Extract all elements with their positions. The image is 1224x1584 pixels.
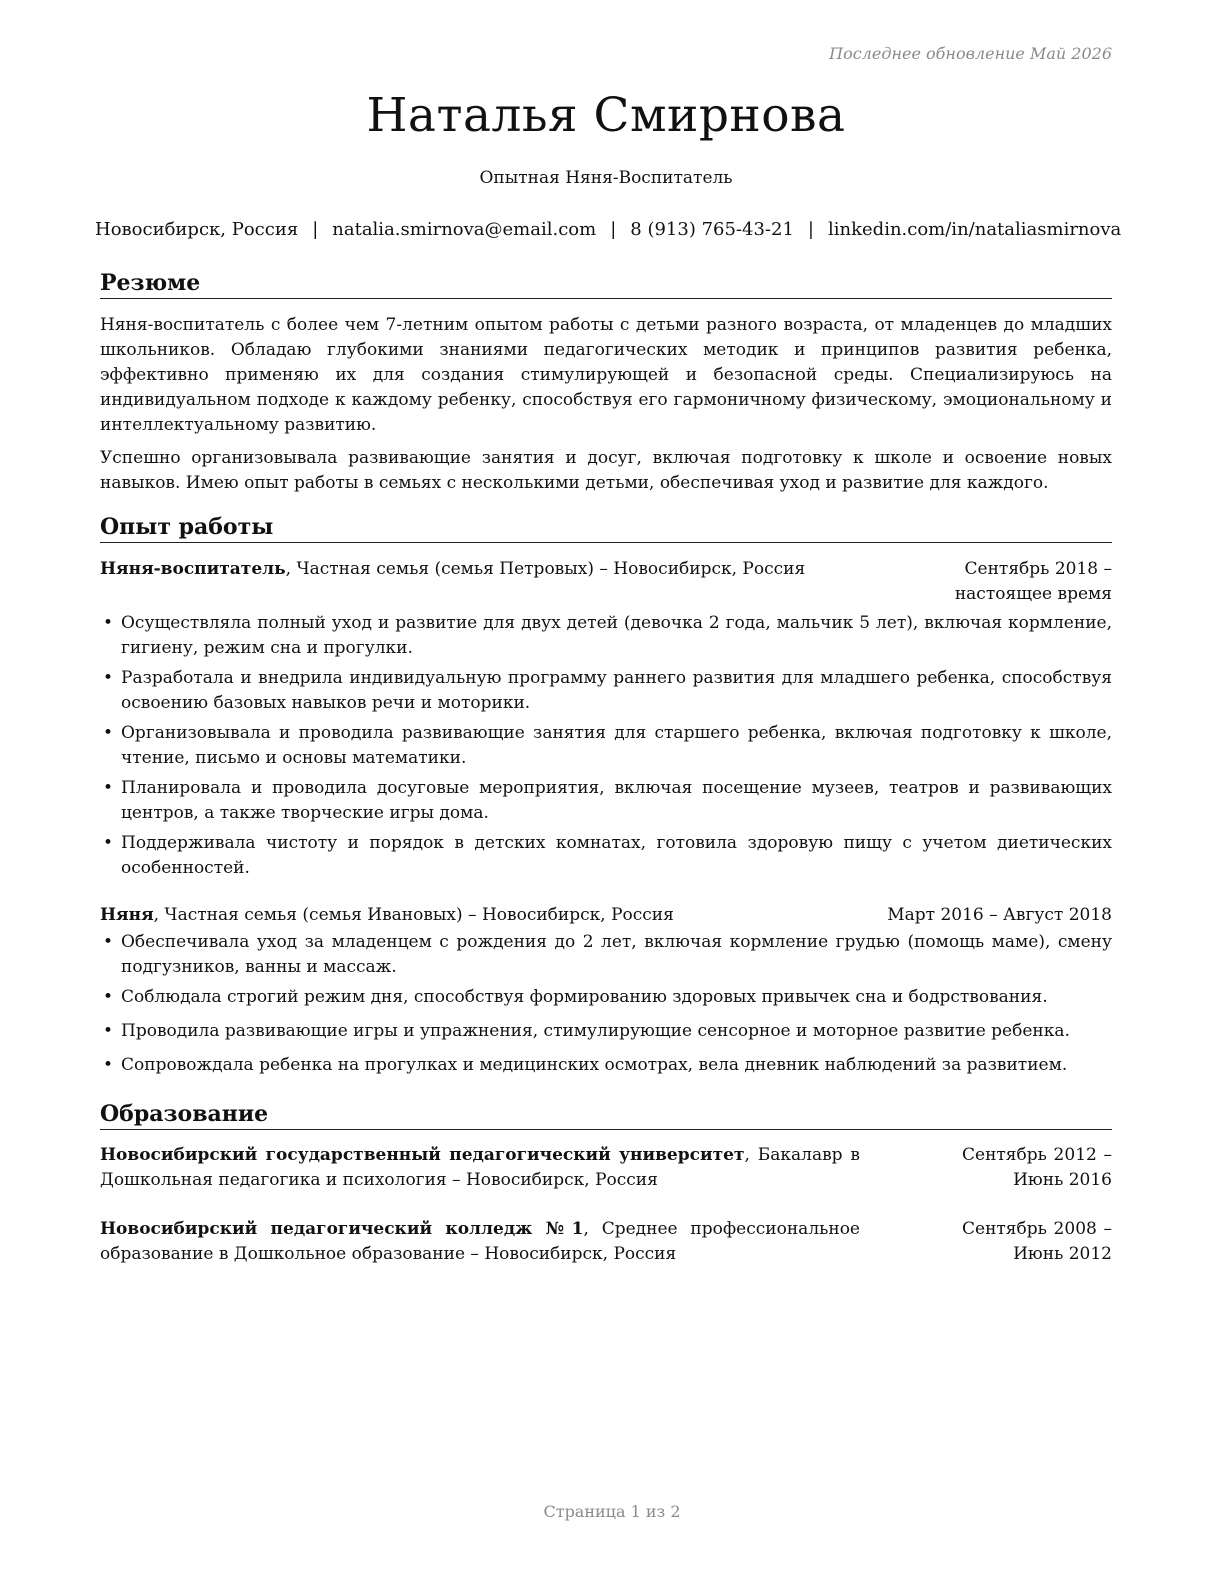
job-heading	[100, 557, 805, 607]
summary-section	[100, 270, 1112, 496]
job-employer: , Частная семья (семья Петровых) – Новосибирск, Россия	[285, 559, 806, 579]
education-details: , Среднее профессиональное образование в Дошкольное образование – Новосибирск, Россия	[100, 1219, 860, 1264]
section-title-education: Образование	[100, 1101, 1112, 1130]
list-item: • Соблюдала строгий режим дня, способствуя формированию здоровых привычек сна и бодрствования.	[100, 985, 1112, 1010]
contact-separator: |	[807, 219, 814, 240]
list-item: • Поддерживала чистоту и порядок в детских комнатах, готовила здоровую пищу с учетом диетических особенностей.	[100, 831, 1112, 881]
contact-line	[95, 219, 1122, 240]
education-dates: Сентябрь 2008 – Июнь 2012	[962, 1219, 1112, 1264]
list-item: • Осуществляла полный уход и развитие для двух детей (девочка 2 года, мальчик 5 лет), включая кормление, гигиену, режим сна и прогулки.	[100, 611, 1112, 661]
contact-phone[interactable]: 8 (913) 765-43-21	[630, 219, 794, 240]
candidate-name: Наталья Смирнова	[366, 88, 846, 143]
list-item: • Организовывала и проводила развивающие занятия для старшего ребенка, включая подготовку к школе, чтение, письмо и основы математики.	[100, 721, 1112, 771]
contact-email[interactable]: natalia.smirnova@email.com	[332, 219, 597, 240]
education-heading	[100, 1217, 860, 1267]
job-role: Няня-воспитатель	[100, 559, 286, 579]
experience-section	[100, 514, 1112, 1078]
last-updated-note: Последнее обновление Май 2026	[829, 44, 1112, 63]
contact-separator: |	[610, 219, 617, 240]
job-employer: , Частная семья (семья Ивановых) – Новосибирск, Россия	[153, 905, 674, 925]
education-details: , Бакалавр в Дошкольная педагогика и психология – Новосибирск, Россия	[100, 1145, 860, 1190]
candidate-title: Опытная Няня-Воспитатель	[479, 168, 733, 188]
job-header	[100, 557, 1112, 607]
education-section	[100, 1101, 1112, 1267]
education-heading	[100, 1143, 860, 1193]
job-entry	[100, 903, 1112, 1078]
list-item: • Разработала и внедрила индивидуальную программу раннего развития для младшего ребенка, способствуя освоению базовых навыков речи и моторики.	[100, 666, 1112, 716]
section-title-summary: Резюме	[100, 270, 1112, 299]
education-dates: Сентябрь 2012 – Июнь 2016	[962, 1145, 1112, 1190]
job-heading	[100, 903, 674, 928]
list-item: • Проводила развивающие игры и упражнения, стимулирующие сенсорное и моторное развитие ребенка.	[100, 1019, 1112, 1044]
contact-separator: |	[312, 219, 319, 240]
education-entry	[100, 1217, 1112, 1267]
summary-paragraph: Успешно организовывала развивающие занятия и досуг, включая подготовку к школе и освоение новых навыков. Имею опыт работы в семьях с несколькими детьми, обеспечивая уход и развитие для каждого.	[100, 448, 1112, 493]
job-bullets	[100, 611, 1112, 881]
job-entry	[100, 557, 1112, 881]
job-role: Няня	[100, 905, 154, 925]
education-institution: Новосибирский государственный педагогический университет	[100, 1145, 745, 1165]
contact-linkedin[interactable]: linkedin.com/in/nataliasmirnova	[828, 219, 1122, 240]
section-title-experience: Опыт работы	[100, 514, 1112, 543]
job-bullets	[100, 930, 1112, 1078]
job-dates: Сентябрь 2018 – настоящее время	[954, 559, 1112, 604]
education-institution: Новосибирский педагогический колледж №1	[100, 1219, 584, 1239]
list-item: • Планировала и проводила досуговые мероприятия, включая посещение музеев, театров и развивающих центров, а также творческие игры дома.	[100, 776, 1112, 826]
job-dates: Март 2016 – Август 2018	[887, 905, 1112, 925]
education-entry	[100, 1143, 1112, 1193]
list-item: • Сопровождала ребенка на прогулках и медицинских осмотрах, вела дневник наблюдений за развитием.	[100, 1053, 1112, 1078]
list-item: • Обеспечивала уход за младенцем с рождения до 2 лет, включая кормление грудью (помощь маме), смену подгузников, ванны и массаж.	[100, 930, 1112, 980]
job-header	[100, 903, 1112, 928]
summary-paragraph: Няня-воспитатель с более чем 7-летним опытом работы с детьми разного возраста, от младенцев до младших школьников. Обладаю глубокими знаниями педагогических методик и принципов развития ребенка, эффективно применяю их для создания стимулирующей и безопасной среды. Специализируюсь на индивидуальном подходе к каждому ребенку, способствуя его гармоничному физическому, эмоциональному и интеллектуальному развитию.	[100, 315, 1112, 435]
contact-location: Новосибирск, Россия	[95, 219, 299, 240]
page-number: Страница 1 из 2	[543, 1502, 681, 1521]
